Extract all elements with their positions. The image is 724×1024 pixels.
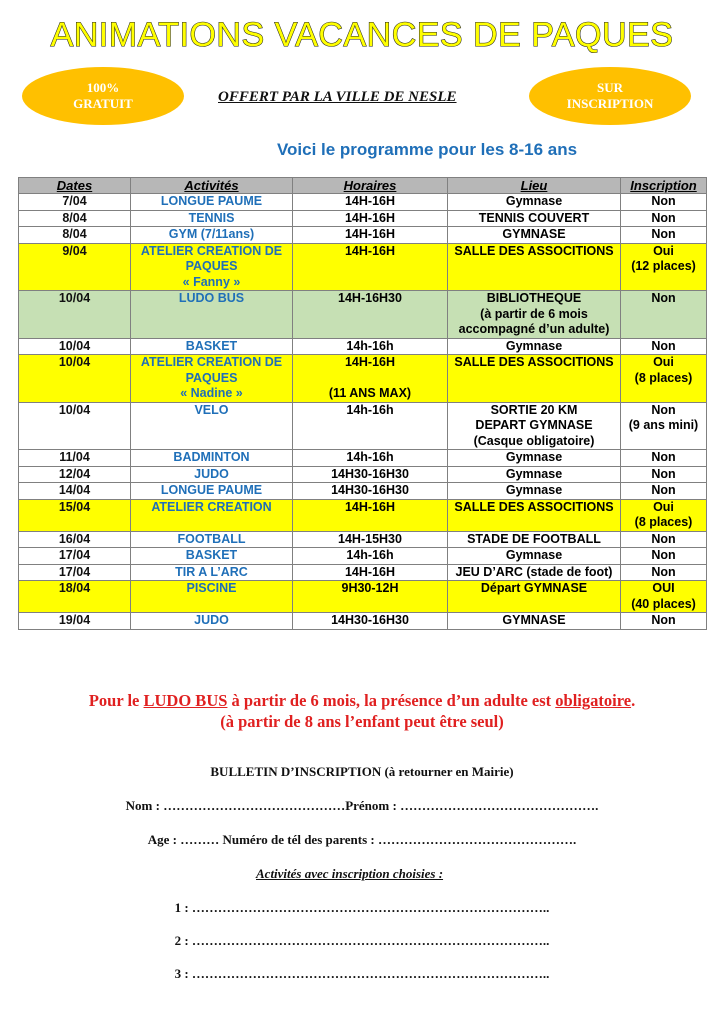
header-dates: Dates	[19, 178, 131, 194]
cell-hours-line: 9H30-12H	[341, 581, 399, 595]
cell-activity-line: BASKET	[185, 338, 238, 353]
cell-activity-line: FOOTBALL	[177, 531, 246, 546]
cell-inscription-line: Non	[651, 210, 676, 225]
cell-place-line: SORTIE 20 KM	[490, 402, 578, 417]
cell-place-line: DEPART GYMNASE	[475, 418, 593, 432]
cell-activity-line: PISCINE	[186, 581, 237, 595]
cell-hours	[293, 450, 448, 467]
table-row	[19, 402, 707, 450]
cell-activity	[131, 483, 293, 500]
form-activity-line-3: 3 : ………………………………………………………………………..	[174, 966, 550, 981]
cell-hours-line: 14H-16H	[344, 355, 396, 369]
cell-activity	[131, 210, 293, 227]
cell-activity-line: VELO	[194, 402, 229, 417]
cell-activity-line: TIR A L’ARC	[175, 564, 248, 579]
cell-activity	[131, 450, 293, 467]
cell-activity-line: « Nadine »	[180, 386, 243, 400]
cell-place-line: GYMNASE	[502, 613, 566, 627]
cell-place-line: (Casque obligatoire)	[473, 433, 595, 448]
cell-activity-line: GYM (7/11ans)	[168, 227, 255, 241]
table-row	[19, 355, 707, 403]
form-title: BULLETIN D’INSCRIPTION (à retourner en Mairie)	[210, 764, 514, 779]
cell-inscription-line: Oui	[653, 499, 674, 514]
registration-badge	[529, 67, 691, 125]
cell-hours	[293, 466, 448, 483]
cell-hours	[293, 402, 448, 450]
cell-inscription	[621, 402, 707, 450]
cell-place	[448, 194, 621, 211]
cell-place-line: Gymnase	[505, 466, 563, 481]
cell-hours-line: 14H-16H	[344, 194, 396, 208]
cell-place	[448, 402, 621, 450]
cell-inscription-line: Non	[651, 402, 676, 417]
notice-text-2: à partir de 6 mois, la présence d’un adulte est	[227, 691, 556, 710]
cell-activity-line: LONGUE PAUME	[160, 483, 263, 497]
cell-place-line: Gymnase	[505, 483, 563, 497]
cell-place-line: STADE DE FOOTBALL	[467, 531, 601, 546]
registration-badge-line2: INSCRIPTION	[566, 96, 654, 111]
cell-hours-line: 14H30-16H30	[331, 613, 409, 627]
cell-date: 14/04	[19, 483, 131, 500]
cell-hours-line: 14H-16H	[344, 210, 396, 225]
cell-inscription-line: Non	[651, 466, 676, 481]
cell-place	[448, 466, 621, 483]
cell-place	[448, 243, 621, 291]
cell-hours-line: 14H30-16H30	[331, 466, 409, 481]
cell-place-line: Départ GYMNASE	[480, 581, 588, 595]
cell-inscription	[621, 613, 707, 630]
form-activity-line-2: 2 : ………………………………………………………………………..	[174, 933, 550, 948]
free-badge-line1: 100%	[86, 80, 120, 95]
cell-place	[448, 210, 621, 227]
cell-hours-line: 14H-16H	[344, 243, 396, 258]
table-row	[19, 291, 707, 339]
cell-inscription	[621, 210, 707, 227]
cell-activity-line: LUDO BUS	[178, 291, 245, 305]
header-hours: Horaires	[293, 178, 448, 194]
page-title: ANIMATIONS VACANCES DE PAQUES	[50, 16, 674, 54]
cell-activity	[131, 548, 293, 565]
cell-date: 10/04	[19, 291, 131, 339]
cell-date: 17/04	[19, 564, 131, 581]
ludo-bus-notice	[0, 690, 724, 732]
cell-inscription	[621, 531, 707, 548]
free-badge	[22, 67, 184, 125]
cell-inscription	[621, 355, 707, 403]
cell-activity	[131, 338, 293, 355]
cell-activity	[131, 613, 293, 630]
cell-place-line: JEU D’ARC (stade de foot)	[455, 564, 613, 579]
form-activity-line-1: 1 : ………………………………………………………………………..	[174, 900, 550, 915]
cell-inscription	[621, 483, 707, 500]
table-row	[19, 194, 707, 211]
cell-activity	[131, 402, 293, 450]
cell-inscription-line: Non	[651, 450, 676, 464]
cell-hours	[293, 499, 448, 531]
cell-inscription-line: Non	[651, 531, 676, 546]
cell-date: 10/04	[19, 338, 131, 355]
cell-inscription	[621, 548, 707, 565]
cell-hours	[293, 243, 448, 291]
cell-hours-line: 14H-15H30	[338, 531, 402, 546]
table-row	[19, 210, 707, 227]
cell-activity-line: JUDO	[194, 613, 229, 627]
cell-inscription-line: Non	[651, 194, 676, 208]
cell-date: 8/04	[19, 210, 131, 227]
table-row	[19, 483, 707, 500]
cell-hours	[293, 564, 448, 581]
cell-activity-line: PAQUES	[185, 370, 238, 385]
table-row	[19, 227, 707, 244]
cell-hours	[293, 613, 448, 630]
cell-place-line: BIBLIOTHEQUE	[486, 291, 582, 305]
notice-text-3: .	[631, 691, 636, 710]
cell-hours-line: (11 ANS MAX)	[328, 386, 412, 400]
cell-place	[448, 581, 621, 613]
cell-inscription	[621, 227, 707, 244]
cell-activity-line: JUDO	[194, 466, 229, 481]
cell-hours	[293, 355, 448, 403]
cell-place	[448, 613, 621, 630]
table-header-row	[19, 178, 707, 194]
cell-date: 8/04	[19, 227, 131, 244]
cell-hours-line: 14H-16H	[344, 499, 396, 514]
cell-activity	[131, 466, 293, 483]
offered-by: OFFERT PAR LA VILLE DE NESLE	[218, 89, 457, 105]
table-row	[19, 450, 707, 467]
cell-inscription	[621, 564, 707, 581]
cell-activity	[131, 499, 293, 531]
cell-activity	[131, 581, 293, 613]
table-row	[19, 466, 707, 483]
cell-place	[448, 483, 621, 500]
cell-hours	[293, 210, 448, 227]
cell-place	[448, 499, 621, 531]
cell-inscription-line: Non	[651, 483, 676, 497]
cell-activity-line: « Fanny »	[182, 274, 241, 289]
cell-place	[448, 338, 621, 355]
header-place: Lieu	[448, 178, 621, 194]
cell-hours	[293, 291, 448, 339]
cell-place-line: Gymnase	[505, 194, 563, 208]
cell-activity-line: PAQUES	[185, 259, 238, 273]
cell-place	[448, 355, 621, 403]
cell-activity-line: TENNIS	[188, 210, 235, 225]
cell-place-line: SALLE DES ASSOCITIONS	[454, 355, 614, 369]
cell-hours-line	[295, 371, 445, 387]
cell-date: 17/04	[19, 548, 131, 565]
cell-inscription-line: (40 places)	[631, 596, 696, 611]
cell-hours	[293, 483, 448, 500]
cell-activity-line: ATELIER CREATION DE	[140, 243, 283, 258]
cell-hours-line: 14H-16H	[344, 564, 396, 579]
cell-inscription	[621, 243, 707, 291]
cell-hours-line: 14h-16h	[346, 338, 394, 353]
cell-date: 12/04	[19, 466, 131, 483]
cell-hours	[293, 531, 448, 548]
table-row	[19, 564, 707, 581]
cell-place-line: SALLE DES ASSOCITIONS	[454, 499, 614, 514]
notice-ludo-bus: LUDO BUS	[143, 691, 228, 710]
cell-place-line: (à partir de 6 mois	[480, 306, 588, 321]
cell-date: 15/04	[19, 499, 131, 531]
cell-activity	[131, 243, 293, 291]
header-inscription: Inscription	[621, 178, 707, 194]
registration-badge-line1: SUR	[596, 80, 623, 95]
cell-activity-line: BASKET	[185, 548, 238, 562]
cell-activity	[131, 531, 293, 548]
form-name-line: Nom : ……………………………………Prénom : ……………………………………….	[125, 798, 599, 813]
cell-place-line: Gymnase	[505, 548, 563, 562]
cell-place-line: GYMNASE	[502, 227, 566, 241]
cell-inscription-line: Non	[651, 548, 676, 562]
cell-hours	[293, 548, 448, 565]
cell-inscription-line: Non	[651, 613, 676, 627]
cell-inscription-line: (12 places)	[631, 259, 696, 273]
cell-inscription-line: (8 places)	[634, 515, 693, 529]
cell-place	[448, 548, 621, 565]
cell-place	[448, 450, 621, 467]
cell-hours	[293, 581, 448, 613]
program-table	[18, 177, 707, 630]
cell-activity-line: ATELIER CREATION DE	[140, 355, 283, 369]
cell-hours-line: 14H-16H	[344, 227, 396, 241]
cell-inscription-line: Non	[651, 338, 676, 353]
table-row	[19, 243, 707, 291]
cell-date: 19/04	[19, 613, 131, 630]
table-row	[19, 338, 707, 355]
cell-place-line: SALLE DES ASSOCITIONS	[454, 243, 614, 258]
cell-date: 10/04	[19, 355, 131, 403]
cell-inscription-line: Non	[651, 564, 676, 579]
cell-inscription	[621, 338, 707, 355]
table-body	[19, 194, 707, 630]
cell-inscription-line: OUI	[652, 581, 675, 595]
cell-hours	[293, 338, 448, 355]
notice-text-1: Pour le	[88, 691, 144, 710]
program-subtitle: Voici le programme pour les 8-16 ans	[276, 140, 578, 159]
cell-hours-line: 14h-16h	[346, 548, 394, 562]
cell-place-line: Gymnase	[505, 450, 563, 464]
header-activities: Activités	[131, 178, 293, 194]
cell-inscription-line: Oui	[653, 355, 674, 369]
cell-place-line: Gymnase	[505, 338, 563, 353]
form-activities-title: Activités avec inscription choisies :	[256, 866, 444, 881]
cell-activity	[131, 291, 293, 339]
notice-line2: (à partir de 8 ans l’enfant peut être seul)	[220, 712, 504, 731]
cell-inscription	[621, 194, 707, 211]
free-badge-line2: GRATUIT	[73, 96, 133, 111]
cell-activity-line: ATELIER CREATION	[151, 499, 272, 514]
cell-date: 7/04	[19, 194, 131, 211]
table-row	[19, 531, 707, 548]
cell-hours	[293, 194, 448, 211]
cell-activity	[131, 194, 293, 211]
cell-place	[448, 564, 621, 581]
cell-hours-line: 14H-16H30	[338, 291, 402, 305]
cell-inscription-line: Non	[651, 227, 676, 241]
cell-place	[448, 291, 621, 339]
cell-activity	[131, 355, 293, 403]
cell-inscription	[621, 466, 707, 483]
cell-activity	[131, 564, 293, 581]
cell-inscription	[621, 450, 707, 467]
cell-hours-line: 14h-16h	[346, 450, 394, 464]
form-age-line: Age : ……… Numéro de tél des parents : ……………………………………….	[147, 832, 577, 847]
cell-activity	[131, 227, 293, 244]
table-row	[19, 499, 707, 531]
cell-date: 9/04	[19, 243, 131, 291]
cell-inscription-line: (9 ans mini)	[628, 418, 699, 432]
cell-date: 11/04	[19, 450, 131, 467]
cell-inscription-line: Oui	[653, 243, 674, 258]
cell-date: 18/04	[19, 581, 131, 613]
cell-place-line: accompagné d’un adulte)	[458, 322, 610, 336]
cell-inscription	[621, 499, 707, 531]
cell-activity-line: LONGUE PAUME	[160, 194, 263, 208]
cell-hours-line: 14H30-16H30	[331, 483, 409, 497]
table-row	[19, 548, 707, 565]
cell-place	[448, 227, 621, 244]
table-row	[19, 613, 707, 630]
cell-date: 16/04	[19, 531, 131, 548]
notice-obligatoire: obligatoire	[555, 691, 632, 710]
cell-hours-line: 14h-16h	[346, 402, 394, 417]
notice-line1	[0, 690, 724, 711]
cell-inscription-line: (8 places)	[634, 370, 693, 385]
table-row	[19, 581, 707, 613]
cell-inscription	[621, 581, 707, 613]
cell-activity-line: BADMINTON	[173, 450, 250, 464]
cell-inscription	[621, 291, 707, 339]
cell-place	[448, 531, 621, 548]
cell-hours	[293, 227, 448, 244]
cell-date: 10/04	[19, 402, 131, 450]
cell-inscription-line: Non	[651, 291, 676, 305]
cell-place-line: TENNIS COUVERT	[478, 210, 590, 225]
